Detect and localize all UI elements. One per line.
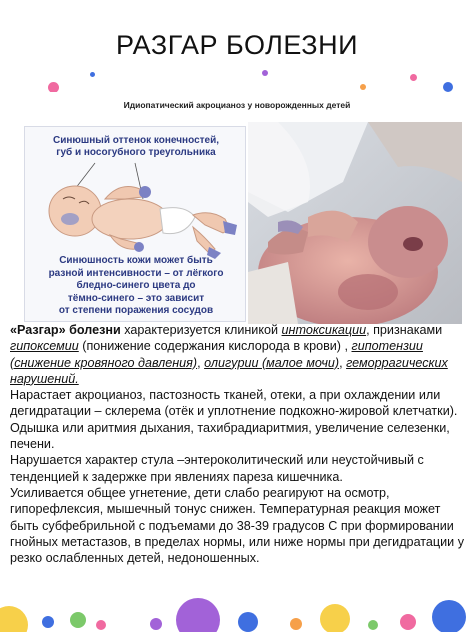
acrocyanosis-figure [14,92,460,324]
slide-title: РАЗГАР БОЛЕЗНИ [115,30,358,60]
label-top: Синюшный оттенок конечностей, губ и носогубного треугольника [52,135,220,158]
paragraph-5: Усиливается общее угнетение, дети слабо реагируют на осмотр, гипорефлексия, мышечный тонус снижен. Температурная реакция может быть субфебрильной с подъемами до 38-39 градусов С при формировании гнойных метастазов, в пределах нормы, или ниже нормы при дегидратации у резко ослабленных детей, недоношенных. [10,485,465,566]
paragraph-4: Нарушается характер стула –энтероколитический или неустойчивый с тенденцией к задержке при явлениях пареза кишечника. [10,453,424,484]
paragraph-2: Нарастает акроцианоз, пастозность тканей, отеки, а при охлаждении или дегидратации – склерема (отёк и уплотнение подкожно-жировой клетчатки). [10,388,458,419]
figure-caption: Идиопатический акроцианоз у новорожденных детей [123,100,351,110]
paragraph-1: «Разгар» болезни характеризуется клиникой интоксикации, признаками гипоксемии (понижение содержания кислорода в крови) , гипотензии (снижение кровяного давления), олигурии (малое мочи), геморрагических нарушений. [10,323,448,386]
paragraph-3: Одышка или аритмия дыхания, тахибрадиаритмия, увеличение селезенки, печени. [10,420,450,452]
baby-illustration [25,159,247,259]
label-bottom: Синюшность кожи может быть разной интенсивности – от лёгкого бледно-синего цвета до тёмно-синего – это зависит от степени поражения сосудов [48,255,224,316]
newborn-photo [248,122,462,324]
illustration-panel [24,126,246,322]
body-text [10,322,468,566]
